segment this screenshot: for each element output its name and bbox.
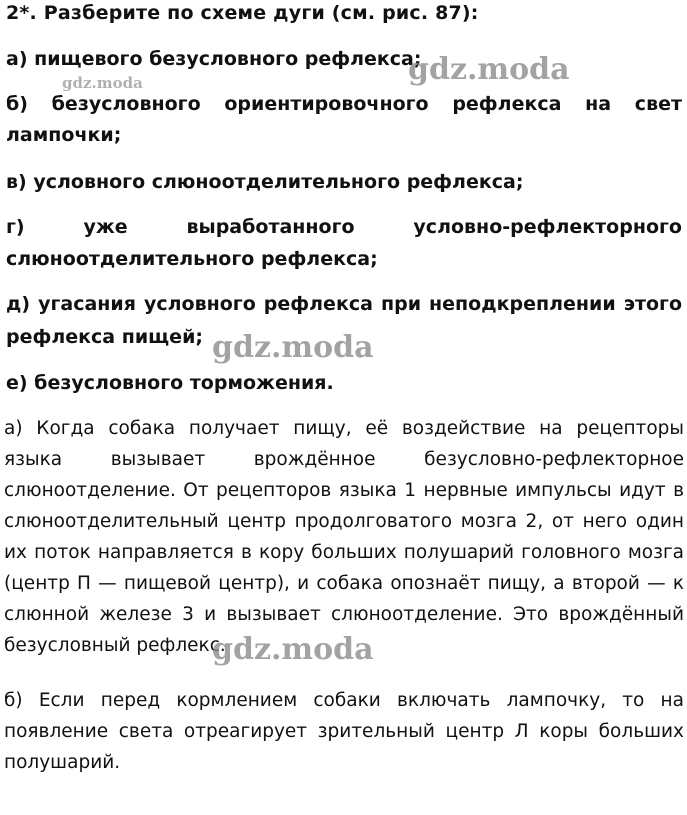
- answer-b: б) Если перед кормлением собаки включать лампочку, то на появление света отреагирует зрительный центр Л коры больших полушарий.: [4, 690, 684, 773]
- task-item-e: е) безусловного торможения.: [6, 372, 334, 394]
- task-item-b-line1: б) безусловного ориентировочного рефлекса на свет: [6, 93, 682, 115]
- watermark-top: gdz.moda: [408, 52, 570, 87]
- task-item-g-line2: слюноотделительного рефлекса;: [6, 248, 378, 270]
- task-item-b-line2: лампочки;: [6, 124, 122, 146]
- answer-a: а) Когда собака получает пищу, её воздействие на рецепторы языка вызывает врождённое безусловно-рефлекторное слюноотделение. От рецепторов языка 1 нервные импульсы идут в слюноотделительный центр продолговатого мозга 2, от него один их поток направляется в кору больших полушарий головного мозга (центр П — пищевой центр), и собака опознаёт пищу, а второй — к слюнной железе 3 и вызывает слюноотделение. Это врождённый безусловный рефлекс.: [4, 418, 684, 656]
- task-item-a: а) пищевого безусловного рефлекса;: [6, 48, 422, 70]
- watermark-bottom: gdz.moda: [212, 632, 374, 667]
- task-item-d-line1: д) угасания условного рефлекса при неподкреплении этого: [6, 293, 682, 315]
- task-item-v: в) условного слюноотделительного рефлекса;: [6, 171, 524, 193]
- watermark-small: gdz.moda: [62, 74, 143, 92]
- task-item-g-line1: г) уже выработанного условно-рефлекторного: [6, 216, 682, 238]
- task-item-d-line2: рефлекса пищей;: [6, 326, 203, 348]
- task-title: 2*. Разберите по схеме дуги (см. рис. 87):: [6, 2, 479, 24]
- watermark-middle: gdz.moda: [212, 330, 374, 365]
